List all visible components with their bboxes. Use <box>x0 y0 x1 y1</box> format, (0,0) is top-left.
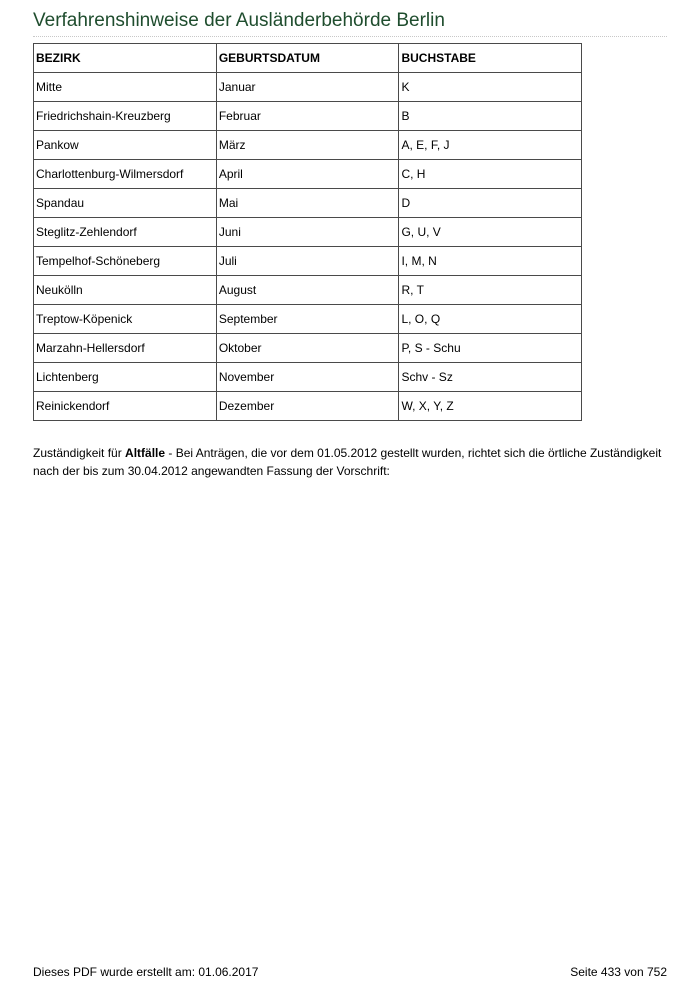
table-row <box>34 363 582 392</box>
footer-created-date: Dieses PDF wurde erstellt am: 01.06.2017 <box>33 965 259 979</box>
cell-geburtsdatum: Dezember <box>216 392 399 421</box>
cell-buchstabe: P, S - Schu <box>399 334 582 363</box>
cell-bezirk: Mitte <box>34 73 217 102</box>
table-row <box>34 334 582 363</box>
cell-geburtsdatum: Januar <box>216 73 399 102</box>
altfaelle-note <box>33 444 673 480</box>
cell-geburtsdatum: November <box>216 363 399 392</box>
table-row <box>34 131 582 160</box>
title-divider <box>33 36 667 37</box>
cell-bezirk: Steglitz-Zehlendorf <box>34 218 217 247</box>
cell-geburtsdatum: Juli <box>216 247 399 276</box>
cell-bezirk: Pankow <box>34 131 217 160</box>
page-title: Verfahrenshinweise der Ausländerbehörde Berlin <box>33 10 445 31</box>
note-prefix: Zuständigkeit für <box>33 446 126 460</box>
footer-page-number: Seite 433 von 752 <box>570 965 667 979</box>
note-bold-term: Altfälle <box>125 446 166 460</box>
cell-bezirk: Treptow-Köpenick <box>34 305 217 334</box>
cell-bezirk: Tempelhof-Schöneberg <box>34 247 217 276</box>
cell-geburtsdatum: April <box>216 160 399 189</box>
cell-buchstabe: W, X, Y, Z <box>399 392 582 421</box>
cell-geburtsdatum: Juni <box>216 218 399 247</box>
cell-buchstabe: Schv - Sz <box>399 363 582 392</box>
note-text: - Bei Anträgen, die vor dem 01.05.2012 gestellt wurden, richtet sich die örtliche Zuständigkeit nach der bis zum 30.04.2012 angewandten Fassung der Vorschrift: <box>33 446 662 478</box>
column-header-geburtsdatum: GEBURTSDATUM <box>216 44 399 73</box>
cell-bezirk: Neukölln <box>34 276 217 305</box>
cell-buchstabe: B <box>399 102 582 131</box>
table-header-row <box>34 44 582 73</box>
cell-geburtsdatum: August <box>216 276 399 305</box>
table-row <box>34 276 582 305</box>
table-row <box>34 102 582 131</box>
cell-buchstabe: I, M, N <box>399 247 582 276</box>
cell-buchstabe: R, T <box>399 276 582 305</box>
cell-bezirk: Spandau <box>34 189 217 218</box>
cell-geburtsdatum: März <box>216 131 399 160</box>
table-row <box>34 392 582 421</box>
column-header-bezirk: BEZIRK <box>34 44 217 73</box>
table-row <box>34 189 582 218</box>
cell-bezirk: Lichtenberg <box>34 363 217 392</box>
cell-geburtsdatum: Oktober <box>216 334 399 363</box>
cell-buchstabe: D <box>399 189 582 218</box>
cell-bezirk: Reinickendorf <box>34 392 217 421</box>
cell-buchstabe: L, O, Q <box>399 305 582 334</box>
cell-buchstabe: A, E, F, J <box>399 131 582 160</box>
table-row <box>34 73 582 102</box>
table-row <box>34 247 582 276</box>
cell-geburtsdatum: Mai <box>216 189 399 218</box>
cell-bezirk: Charlottenburg-Wilmersdorf <box>34 160 217 189</box>
district-table <box>33 43 582 421</box>
table-row <box>34 305 582 334</box>
cell-buchstabe: K <box>399 73 582 102</box>
cell-geburtsdatum: September <box>216 305 399 334</box>
column-header-buchstabe: BUCHSTABE <box>399 44 582 73</box>
table-row <box>34 160 582 189</box>
cell-bezirk: Marzahn-Hellersdorf <box>34 334 217 363</box>
cell-geburtsdatum: Februar <box>216 102 399 131</box>
cell-buchstabe: G, U, V <box>399 218 582 247</box>
cell-buchstabe: C, H <box>399 160 582 189</box>
cell-bezirk: Friedrichshain-Kreuzberg <box>34 102 217 131</box>
table-row <box>34 218 582 247</box>
